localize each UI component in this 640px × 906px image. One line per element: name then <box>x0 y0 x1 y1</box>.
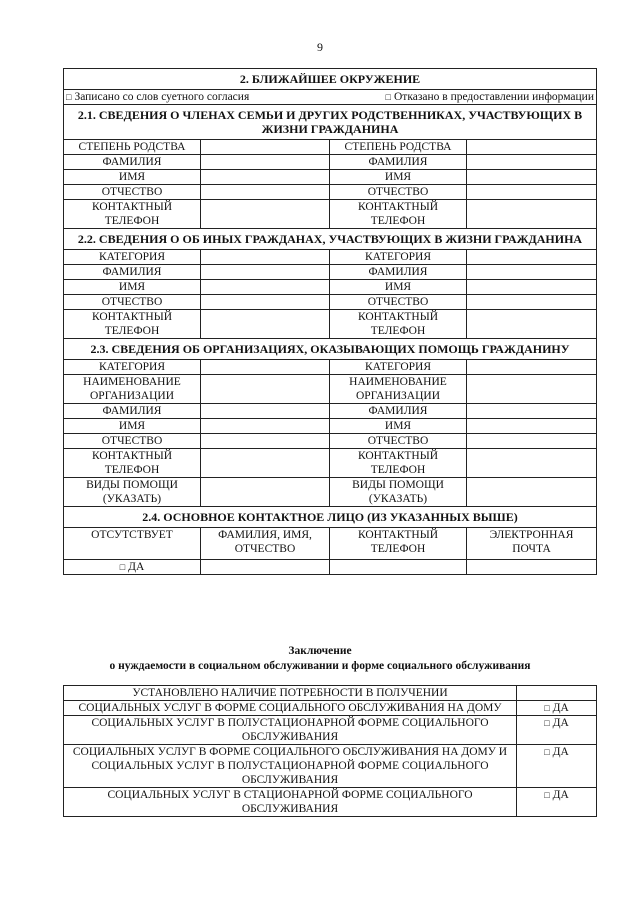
value-cell[interactable] <box>467 295 597 310</box>
need-semistationary: СОЦИАЛЬНЫХ УСЛУГ В ПОЛУСТАЦИОНАРНОЙ ФОРМЕ СОЦИАЛЬНОГО ОБСЛУЖИВАНИЯ <box>64 716 517 745</box>
checkbox-icon[interactable] <box>544 702 552 714</box>
checkbox-icon[interactable] <box>544 717 552 729</box>
checkbox-icon[interactable] <box>120 561 128 573</box>
label-name: ИМЯ <box>330 170 467 185</box>
value-cell[interactable] <box>467 419 597 434</box>
absent-checkbox[interactable]: □ ДА <box>64 560 201 575</box>
need-home-and-semistationary: СОЦИАЛЬНЫХ УСЛУГ В ФОРМЕ СОЦИАЛЬНОГО ОБСЛУЖИВАНИЯ НА ДОМУ И СОЦИАЛЬНЫХ УСЛУГ В ПОЛУСТАЦИОНАРНОЙ ФОРМЕ СОЦИАЛЬНОГО ОБСЛУЖИВАНИЯ <box>64 745 517 788</box>
value-cell[interactable] <box>467 560 597 575</box>
label-category: КАТЕГОРИЯ <box>330 360 467 375</box>
label-name: ИМЯ <box>64 280 201 295</box>
value-cell[interactable] <box>201 250 330 265</box>
need-home: СОЦИАЛЬНЫХ УСЛУГ В ФОРМЕ СОЦИАЛЬНОГО ОБСЛУЖИВАНИЯ НА ДОМУ <box>64 701 517 716</box>
value-cell[interactable] <box>467 250 597 265</box>
value-cell[interactable] <box>467 310 597 339</box>
label-phone: КОНТАКТНЫЙ ТЕЛЕФОН <box>330 449 467 478</box>
page-number: 9 <box>317 40 323 54</box>
conclusion-subtitle: о нуждаемости в социальном обслуживании и форме социального обслуживания <box>109 660 531 672</box>
value-cell[interactable] <box>467 478 597 507</box>
label-relation: СТЕПЕНЬ РОДСТВА <box>330 140 467 155</box>
label-patronymic: ОТЧЕСТВО <box>64 295 201 310</box>
value-cell[interactable] <box>467 449 597 478</box>
label-name: ИМЯ <box>64 419 201 434</box>
section21-title: 2.1. СВЕДЕНИЯ О ЧЛЕНАХ СЕМЬИ И ДРУГИХ РОДСТВЕННИКАХ, УЧАСТВУЮЩИХ В ЖИЗНИ ГРАЖДАНИНА <box>64 105 597 140</box>
value-cell[interactable] <box>201 200 330 229</box>
need-home-yes[interactable]: □ ДА <box>517 701 597 716</box>
value-cell[interactable] <box>467 360 597 375</box>
label-org-name: НАИМЕНОВАНИЕ ОРГАНИЗАЦИИ <box>330 375 467 404</box>
label-phone: КОНТАКТНЫЙ ТЕЛЕФОН <box>330 200 467 229</box>
value-cell[interactable] <box>201 434 330 449</box>
label-name: ИМЯ <box>330 419 467 434</box>
option-refused[interactable]: □ Отказано в предоставлении информации <box>330 90 597 105</box>
label-surname: ФАМИЛИЯ <box>64 265 201 280</box>
label-help-types: ВИДЫ ПОМОЩИ (УКАЗАТЬ) <box>64 478 201 507</box>
label-org-name: НАИМЕНОВАНИЕ ОРГАНИЗАЦИИ <box>64 375 201 404</box>
value-cell[interactable] <box>467 265 597 280</box>
header-fio: ФАМИЛИЯ, ИМЯ, ОТЧЕСТВО <box>201 528 330 560</box>
conclusion-table <box>63 685 597 817</box>
value-cell[interactable] <box>467 185 597 200</box>
label-surname: ФАМИЛИЯ <box>330 265 467 280</box>
value-cell[interactable] <box>201 419 330 434</box>
value-cell[interactable] <box>201 449 330 478</box>
option-recorded[interactable]: □ Записано со слов суетного согласия <box>64 90 330 105</box>
section2-title: 2. БЛИЖАЙШЕЕ ОКРУЖЕНИЕ <box>64 69 597 90</box>
value-cell[interactable] <box>201 310 330 339</box>
label-patronymic: ОТЧЕСТВО <box>330 295 467 310</box>
need-semistationary-yes[interactable]: □ ДА <box>517 716 597 745</box>
environment-table <box>63 68 597 575</box>
empty-cell <box>517 686 597 701</box>
need-stationary: СОЦИАЛЬНЫХ УСЛУГ В СТАЦИОНАРНОЙ ФОРМЕ СОЦИАЛЬНОГО ОБСЛУЖИВАНИЯ <box>64 788 517 817</box>
label-phone: КОНТАКТНЫЙ ТЕЛЕФОН <box>330 310 467 339</box>
section22-title: 2.2. СВЕДЕНИЯ О ОБ ИНЫХ ГРАЖДАНАХ, УЧАСТВУЮЩИХ В ЖИЗНИ ГРАЖДАНИНА <box>64 229 597 250</box>
value-cell[interactable] <box>330 560 467 575</box>
label-phone: КОНТАКТНЫЙ ТЕЛЕФОН <box>64 449 201 478</box>
value-cell[interactable] <box>467 280 597 295</box>
need-stationary-yes[interactable]: □ ДА <box>517 788 597 817</box>
label-help-types: ВИДЫ ПОМОЩИ (УКАЗАТЬ) <box>330 478 467 507</box>
header-phone: КОНТАКТНЫЙ ТЕЛЕФОН <box>330 528 467 560</box>
value-cell[interactable] <box>201 280 330 295</box>
label-patronymic: ОТЧЕСТВО <box>330 434 467 449</box>
label-surname: ФАМИЛИЯ <box>64 155 201 170</box>
label-category: КАТЕГОРИЯ <box>64 250 201 265</box>
value-cell[interactable] <box>467 140 597 155</box>
checkbox-icon[interactable] <box>544 789 552 801</box>
value-cell[interactable] <box>467 155 597 170</box>
value-cell[interactable] <box>201 185 330 200</box>
header-email: ЭЛЕКТРОННАЯ ПОЧТА <box>467 528 597 560</box>
checkbox-icon[interactable] <box>386 91 394 103</box>
section23-title: 2.3. СВЕДЕНИЯ ОБ ОРГАНИЗАЦИЯХ, ОКАЗЫВАЮЩИХ ПОМОЩЬ ГРАЖДАНИНУ <box>64 339 597 360</box>
section24-title: 2.4. ОСНОВНОЕ КОНТАКТНОЕ ЛИЦО (ИЗ УКАЗАННЫХ ВЫШЕ) <box>64 507 597 528</box>
value-cell[interactable] <box>201 295 330 310</box>
value-cell[interactable] <box>467 434 597 449</box>
value-cell[interactable] <box>467 170 597 185</box>
checkbox-icon[interactable] <box>544 746 552 758</box>
value-cell[interactable] <box>467 200 597 229</box>
value-cell[interactable] <box>201 375 330 404</box>
label-category: КАТЕГОРИЯ <box>330 250 467 265</box>
label-surname: ФАМИЛИЯ <box>330 155 467 170</box>
label-name: ИМЯ <box>64 170 201 185</box>
label-phone: КОНТАКТНЫЙ ТЕЛЕФОН <box>64 200 201 229</box>
value-cell[interactable] <box>201 170 330 185</box>
value-cell[interactable] <box>201 265 330 280</box>
label-patronymic: ОТЧЕСТВО <box>64 185 201 200</box>
value-cell[interactable] <box>201 560 330 575</box>
conclusion-header: УСТАНОВЛЕНО НАЛИЧИЕ ПОТРЕБНОСТИ В ПОЛУЧЕНИИ <box>64 686 517 701</box>
value-cell[interactable] <box>467 375 597 404</box>
value-cell[interactable] <box>201 155 330 170</box>
label-phone: КОНТАКТНЫЙ ТЕЛЕФОН <box>64 310 201 339</box>
conclusion-title: Заключение <box>288 645 352 657</box>
label-patronymic: ОТЧЕСТВО <box>330 185 467 200</box>
label-name: ИМЯ <box>330 280 467 295</box>
value-cell[interactable] <box>467 404 597 419</box>
value-cell[interactable] <box>201 404 330 419</box>
value-cell[interactable] <box>201 140 330 155</box>
need-home-and-semistationary-yes[interactable]: □ ДА <box>517 745 597 788</box>
label-category: КАТЕГОРИЯ <box>64 360 201 375</box>
label-relation: СТЕПЕНЬ РОДСТВА <box>64 140 201 155</box>
value-cell[interactable] <box>201 360 330 375</box>
label-surname: ФАМИЛИЯ <box>64 404 201 419</box>
header-absent: ОТСУТСТВУЕТ <box>64 528 201 560</box>
label-surname: ФАМИЛИЯ <box>330 404 467 419</box>
label-patronymic: ОТЧЕСТВО <box>64 434 201 449</box>
value-cell[interactable] <box>201 478 330 507</box>
